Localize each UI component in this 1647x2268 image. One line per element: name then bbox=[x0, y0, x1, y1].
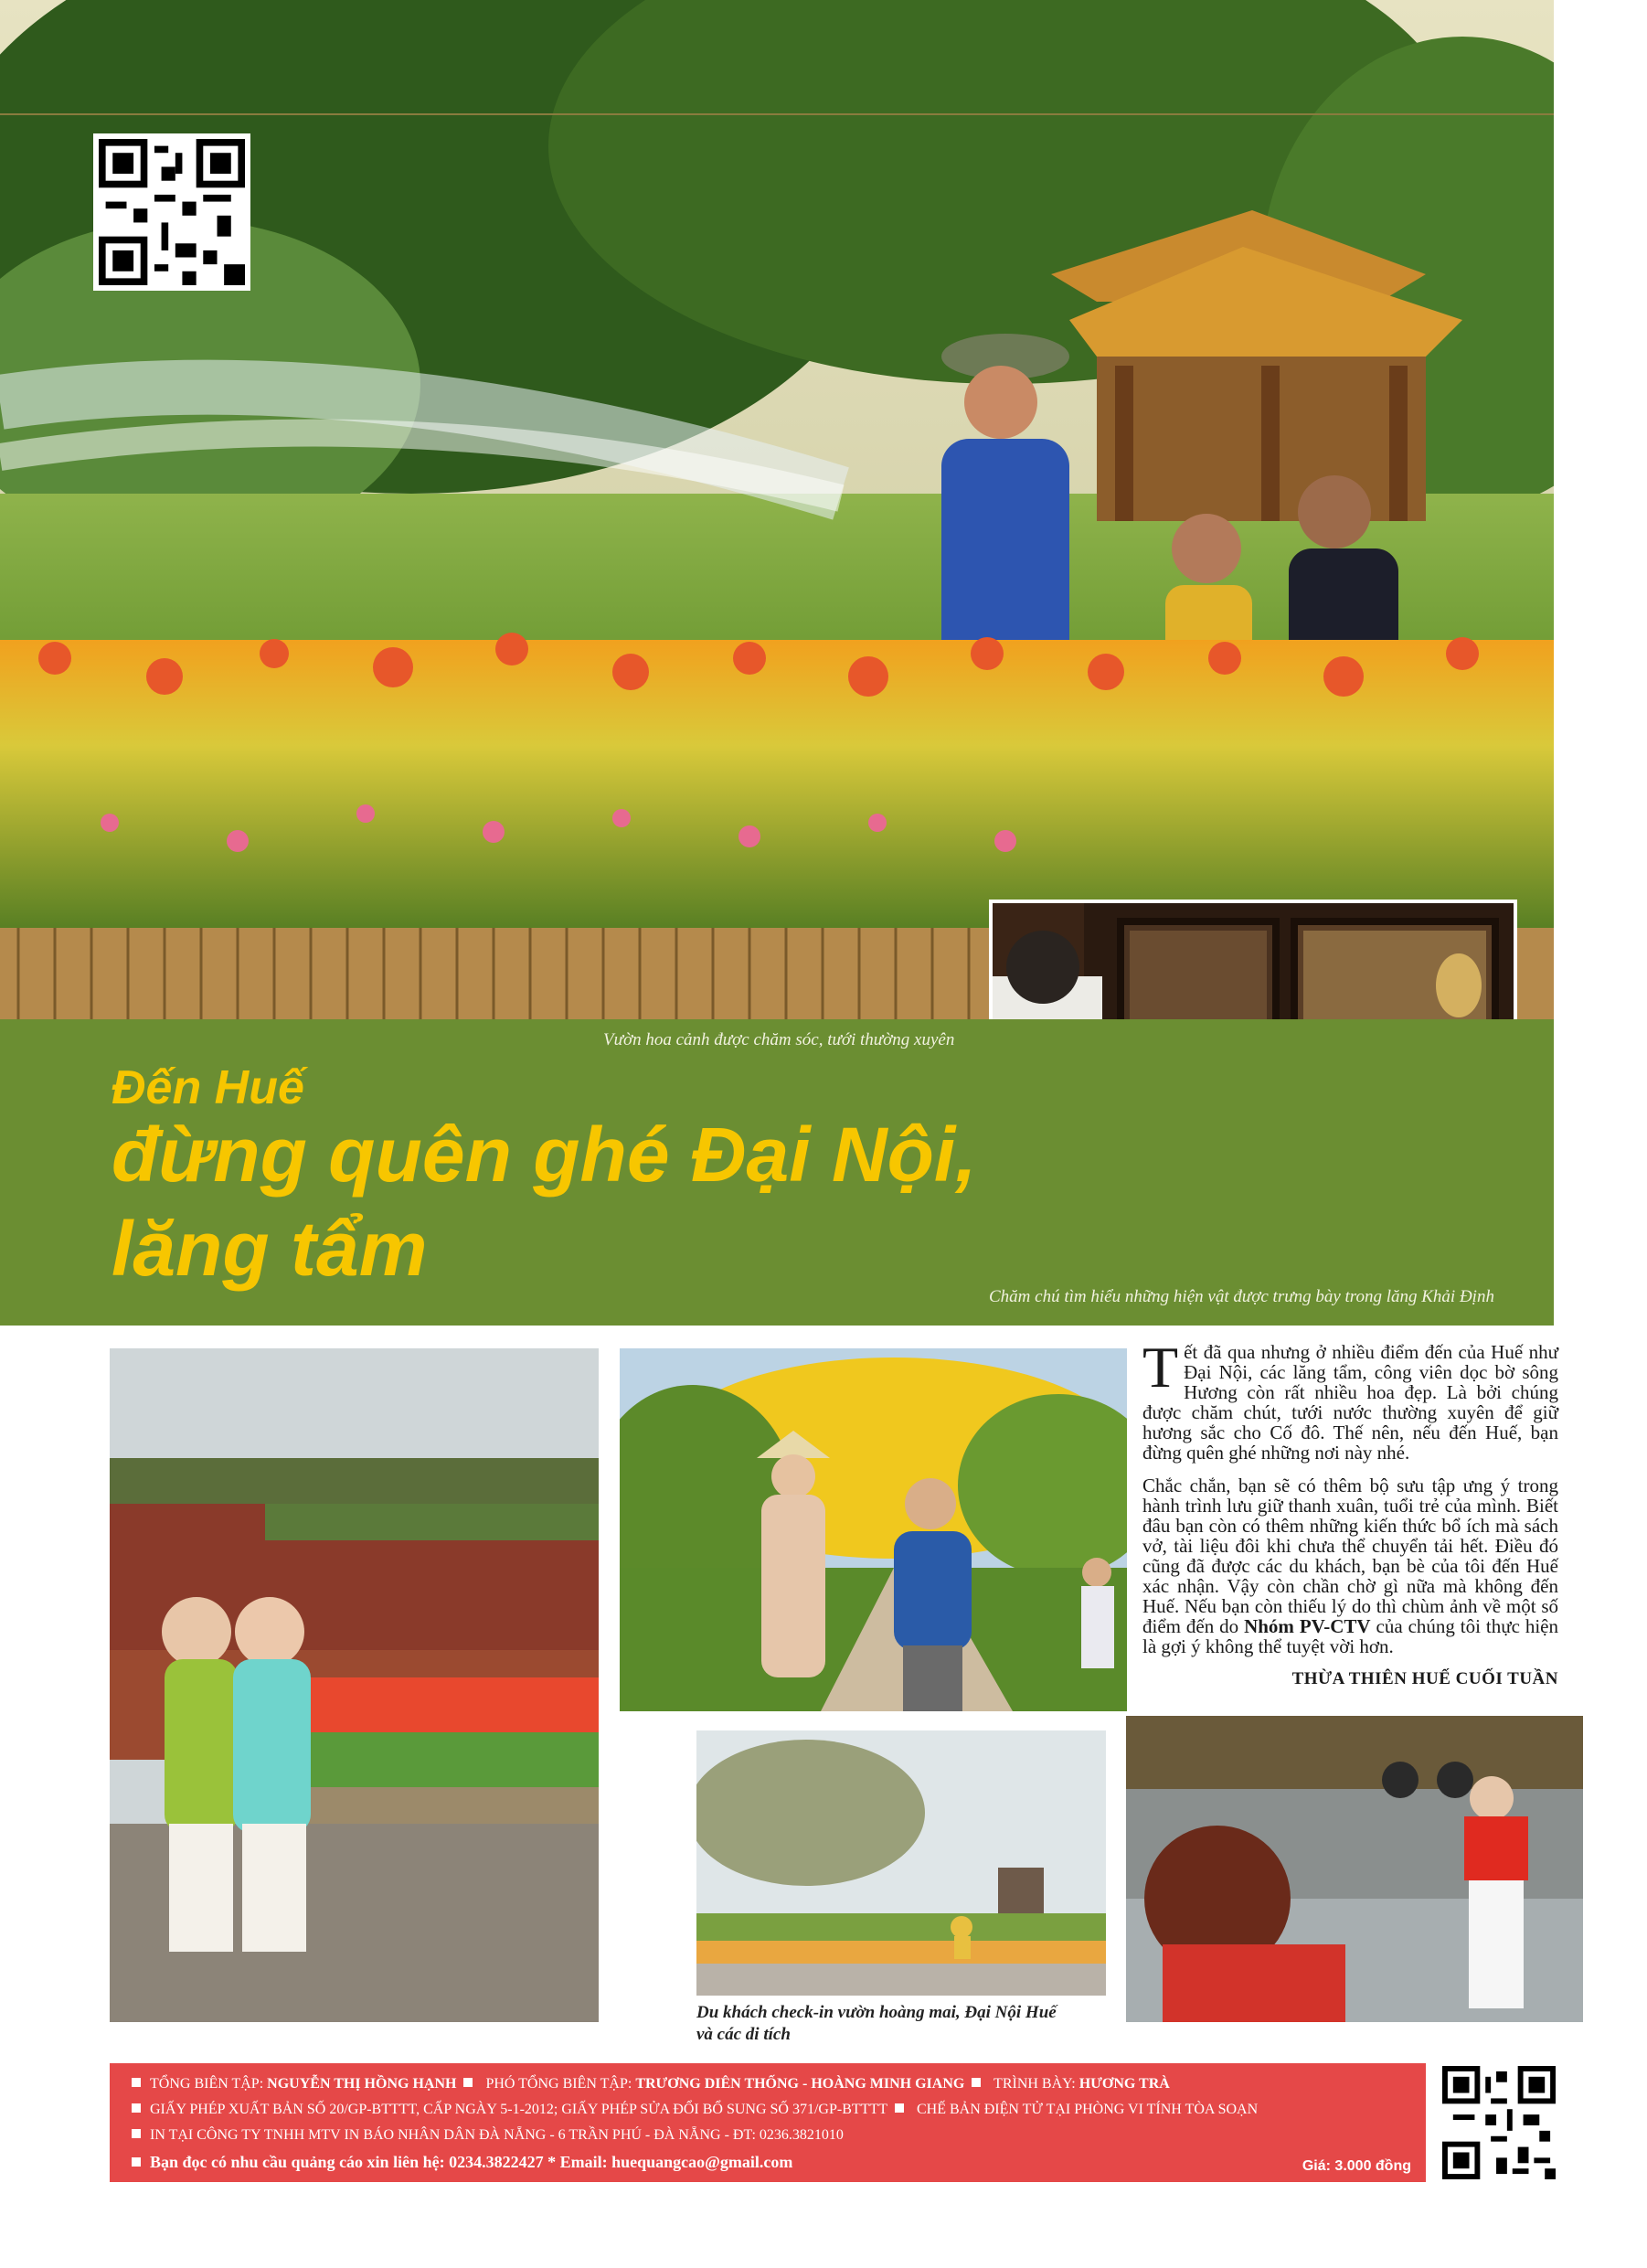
bullet-square-icon bbox=[895, 2103, 904, 2113]
caption-checkin: Du khách check-in vườn hoàng mai, Đại Nội Huế và các di tích bbox=[696, 2003, 1057, 2044]
footer-line-license: GIẤY PHÉP XUẤT BẢN SỐ 20/GP-BTTTT, CẤP NGÀY 5-1-2012; GIẤY PHÉP SỬA ĐỔI BỔ SUNG SỐ 371/GP-BTTTT CHẾ BẢN ĐIỆN TỬ TẠI PHÒNG VI TÍNH TÒA SOẠN bbox=[132, 2102, 1258, 2118]
qr-code-top bbox=[93, 133, 250, 291]
drop-cap: T bbox=[1142, 1335, 1179, 1400]
children-ao-dai-photo bbox=[110, 1348, 599, 2022]
caption-garden: Vườn hoa cảnh được chăm sóc, tưới thường xuyên bbox=[603, 1030, 955, 1049]
qr-code-footer bbox=[1437, 2060, 1561, 2185]
tourists-path-photo bbox=[620, 1348, 1127, 1711]
bullet-square-icon bbox=[463, 2078, 473, 2087]
bullet-square-icon bbox=[132, 2129, 141, 2138]
bullet-square-icon bbox=[132, 2103, 141, 2113]
footer-line-printer: IN TẠI CÔNG TY TNHH MTV IN BÁO NHÂN DÂN ĐÀ NẴNG - 6 TRẦN PHÚ - ĐÀ NẴNG - ĐT: 0236.3821010 bbox=[132, 2127, 844, 2144]
header-rule bbox=[0, 113, 1554, 115]
article-paragraph-2: Chắc chắn, bạn sẽ có thêm bộ sưu tập ưng ý trong hành trình lưu giữ thanh xuân, tuổi trẻ của mình. Biết đâu bạn còn có thêm những kiến thức bổ ích mà sách vở, tài liệu đôi khi chưa thể chuyển tải hết. Điều đó cũng đã được các du khách, bạn bè của tôi đến Huế xác nhận. Vậy còn chần chờ gì nữa mà không đến Huế. Nếu bạn còn thiếu lý do thì chùm ảnh về một số điểm đến do Nhóm PV-CTV của chúng tôi thực hiện là gợi ý không thể tuyệt vời hơn. bbox=[1142, 1475, 1559, 1657]
price-label: Giá: 3.000 đồng bbox=[1302, 2158, 1411, 2174]
caption-museum: Chăm chú tìm hiểu những hiện vật được trưng bày trong lăng Khải Định bbox=[989, 1287, 1494, 1306]
headline-line-3: lăng tẩm bbox=[112, 1206, 428, 1292]
bullet-square-icon bbox=[972, 2078, 981, 2087]
article-body bbox=[1142, 1335, 1559, 1689]
footer-line-ads: Bạn đọc có nhu cầu quảng cáo xin liên hệ: 0234.3822427 * Email: huequangcao@gmail.com bbox=[132, 2153, 792, 2172]
article-signature: THỪA THIÊN HUẾ CUỐI TUẦN bbox=[1291, 1669, 1558, 1688]
bullet-square-icon bbox=[132, 2157, 141, 2167]
headline-line-1: Đến Huế bbox=[112, 1061, 304, 1114]
article-paragraph-1: Tết đã qua nhưng ở nhiều điểm đến của Huế như Đại Nội, các lăng tẩm, công viên dọc bờ sông Hương còn rất nhiều hoa đẹp. Là bởi chúng được chăm chút, tưới nước thường xuyên để giữ hương sắc cho Cố đô. Thế nên, nếu đến Huế, bạn đừng quên ghé những nơi này nhé. bbox=[1142, 1335, 1558, 1464]
masthead-footer bbox=[110, 2063, 1426, 2182]
apricot-garden-photo bbox=[696, 1730, 1106, 1996]
bullet-square-icon bbox=[132, 2078, 141, 2087]
headline-line-2: đừng quên ghé Đại Nội, bbox=[112, 1112, 977, 1198]
footer-line-editors: TỔNG BIÊN TẬP: NGUYỄN THỊ HỒNG HẠNH PHÓ TỔNG BIÊN TẬP: TRƯƠNG DIÊN THỐNG - HOÀNG MINH GIANG TRÌNH BÀY: HƯƠNG TRÀ bbox=[132, 2076, 1170, 2092]
girl-photo-palace-photo bbox=[1126, 1716, 1583, 2022]
